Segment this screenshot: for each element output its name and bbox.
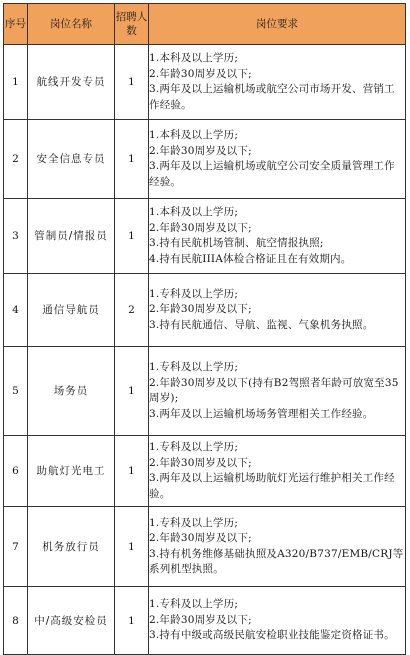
headcount: 1	[115, 587, 149, 655]
requirement-line: 1.专科及以上学历;	[149, 441, 239, 453]
row-number: 3	[4, 199, 28, 274]
requirement-line: 1.专科及以上学历;	[149, 516, 239, 529]
headcount: 1	[115, 507, 149, 587]
header-row	[4, 4, 406, 45]
requirement-line: 3.两年及以上运输机场或航空公司安全质量管理工作经验。	[149, 160, 395, 188]
requirements-cell	[149, 120, 406, 199]
position-title: 管制员/情报员	[28, 199, 115, 274]
table-row	[4, 120, 406, 199]
requirement-line: 1.本科及以上学历;	[149, 206, 239, 218]
header-title: 岗位名称	[28, 4, 115, 45]
requirement-line: 1.专科及以上学历;	[149, 361, 239, 373]
requirement-line: 2.年龄30周岁及以下(持有B2驾照者年龄可放宽至35周岁);	[149, 376, 399, 404]
requirement-line: 2.年龄30周岁及以下;	[149, 613, 252, 626]
row-number: 5	[4, 347, 28, 436]
table-row	[4, 587, 406, 655]
header-num: 序号	[4, 4, 28, 45]
requirement-line: 1.专科及以上学历;	[149, 598, 239, 611]
requirements-cell	[149, 45, 406, 120]
requirement-line: 2.年龄30周岁及以下;	[149, 303, 252, 316]
row-number: 2	[4, 120, 28, 199]
position-title: 场务员	[28, 347, 115, 436]
row-number: 1	[4, 45, 28, 120]
requirement-line: 2.年龄30周岁及以下;	[149, 456, 252, 469]
headcount: 1	[115, 436, 149, 507]
table-row	[4, 436, 406, 507]
requirements-cell	[149, 507, 406, 587]
requirements-cell	[149, 436, 406, 507]
requirements-cell	[149, 587, 406, 655]
table-row	[4, 347, 406, 436]
position-title: 航线开发专员	[28, 45, 115, 120]
requirements-cell	[149, 347, 406, 436]
requirement-line: 4.持有民航IIIA体检合格证且在有效期内。	[149, 252, 352, 265]
position-title: 机务放行员	[28, 507, 115, 587]
requirement-line: 2.年龄30周岁及以下;	[149, 67, 252, 80]
requirement-line: 1.专科及以上学历;	[149, 287, 239, 300]
table-row	[4, 507, 406, 587]
row-number: 6	[4, 436, 28, 507]
header-count: 招聘人数	[115, 4, 149, 45]
table-row	[4, 199, 406, 274]
requirement-line: 3.两年及以上运输机场或航空公司市场开发、营销工作经验。	[149, 83, 395, 111]
requirement-line: 2.年龄30周岁及以下;	[149, 221, 252, 234]
headcount: 2	[115, 274, 149, 347]
requirement-line: 3.持有民航机场管制、航空情报执照;	[149, 237, 324, 249]
table-row	[4, 45, 406, 120]
requirement-line: 2.年龄30周岁及以下;	[149, 532, 252, 544]
table-row	[4, 274, 406, 347]
requirements-cell	[149, 274, 406, 347]
requirement-line: 1.本科及以上学历;	[149, 52, 239, 64]
requirements-cell	[149, 199, 406, 274]
recruitment-table	[3, 3, 406, 655]
requirement-line: 2.年龄30周岁及以下;	[149, 144, 252, 157]
position-title: 中/高级安检员	[28, 587, 115, 655]
headcount: 1	[115, 347, 149, 436]
headcount: 1	[115, 120, 149, 199]
requirement-line: 3.两年及以上运输机场场务管理相关工作经验。	[149, 407, 374, 420]
requirement-line: 3.两年及以上运输机场助航灯光运行维护相关工作经验。	[149, 472, 395, 500]
header-req: 岗位要求	[149, 4, 406, 45]
headcount: 1	[115, 199, 149, 274]
requirement-line: 3.持有机务维修基础执照及A320/B737/EMB/CRJ等系列机型执照。	[149, 547, 404, 575]
row-number: 7	[4, 507, 28, 587]
position-title: 安全信息专员	[28, 120, 115, 199]
row-number: 8	[4, 587, 28, 655]
requirement-line: 3.持有民航通信、导航、监视、气象机务执照。	[149, 318, 374, 331]
row-number: 4	[4, 274, 28, 347]
requirement-line: 3.持有中级或高级民航安检职业技能鉴定资格证书。	[149, 629, 395, 642]
position-title: 助航灯光电工	[28, 436, 115, 507]
requirement-line: 1.本科及以上学历;	[149, 129, 239, 141]
position-title: 通信导航员	[28, 274, 115, 347]
headcount: 1	[115, 45, 149, 120]
